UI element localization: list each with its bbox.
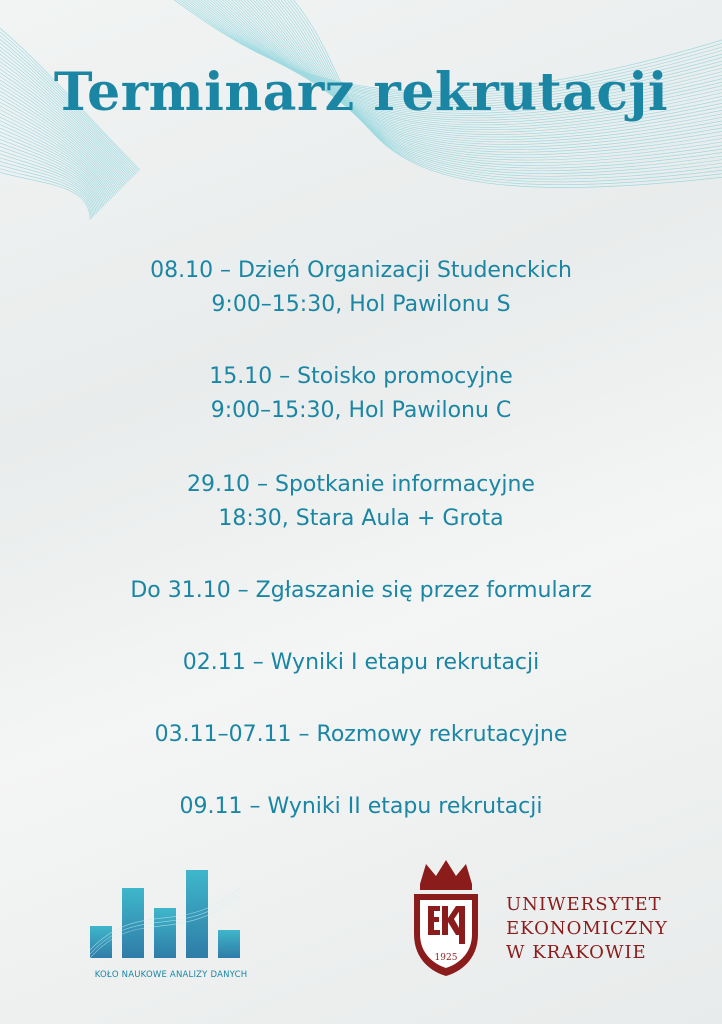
schedule-entry xyxy=(0,574,722,608)
uek-year: 1925 xyxy=(434,953,458,963)
uek-line-2: EKONOMICZNY xyxy=(506,918,668,939)
page-title: Terminarz rekrutacji xyxy=(53,62,669,123)
schedule-list xyxy=(0,254,722,824)
uek-line-3: W KRAKOWIE xyxy=(506,942,647,963)
entry-time-place: 9:00–15:30, Hol Pawilonu C xyxy=(210,398,512,423)
schedule-entry xyxy=(0,646,722,680)
entry-date-title: 08.10 – Dzień Organizacji Studenckich xyxy=(150,258,572,283)
entry-date-title: 29.10 – Spotkanie informacyjne xyxy=(187,472,535,497)
schedule-entry xyxy=(0,790,722,824)
entry-date-title: 03.11–07.11 – Rozmowy rekrutacyjne xyxy=(154,722,568,747)
entry-date-title: 02.11 – Wyniki I etapu rekrutacji xyxy=(182,650,540,675)
schedule-entry xyxy=(0,718,722,752)
schedule-entry xyxy=(0,468,722,536)
kolo-naukowe-logo xyxy=(86,866,256,986)
entry-date-title: 09.11 – Wyniki II etapu rekrutacji xyxy=(179,794,543,819)
uek-name xyxy=(506,893,668,965)
schedule-entry xyxy=(0,254,722,322)
uek-line-1: UNIWERSYTET xyxy=(506,894,662,915)
entry-date-title: 15.10 – Stoisko promocyjne xyxy=(209,364,513,389)
entry-date-title: Do 31.10 – Zgłaszanie się przez formularz xyxy=(130,578,592,603)
kolo-caption: KOŁO NAUKOWE ANALIZY DANYCH xyxy=(94,970,248,980)
entry-time-place: 9:00–15:30, Hol Pawilonu S xyxy=(211,292,511,317)
schedule-entry xyxy=(0,360,722,428)
entry-time-place: 18:30, Stara Aula + Grota xyxy=(218,506,504,531)
